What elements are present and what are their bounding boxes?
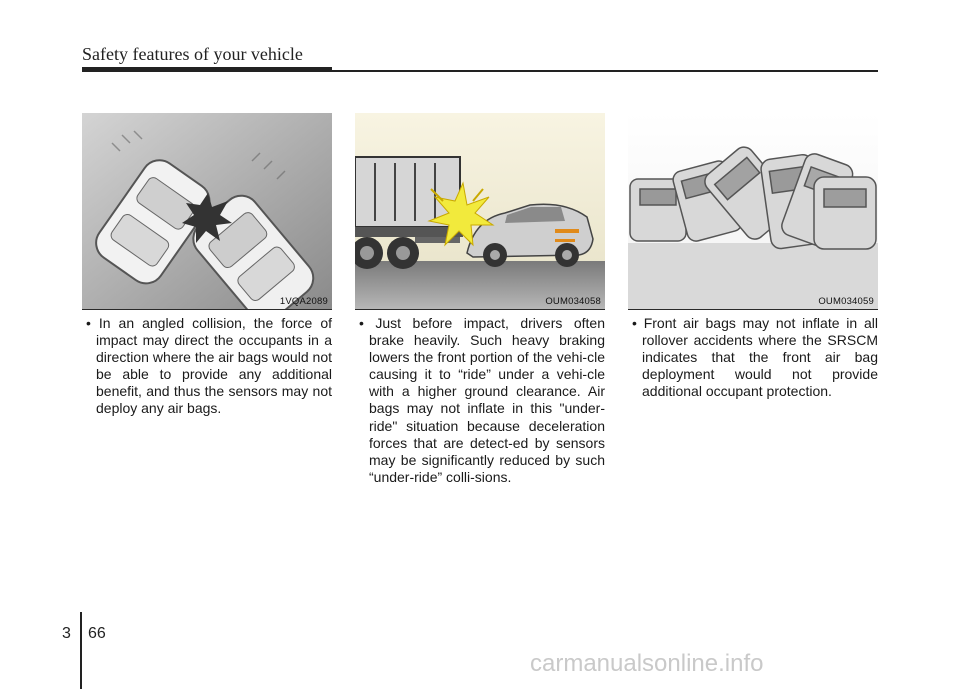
column-text-under-ride xyxy=(355,315,605,486)
figure-code: OUM034058 xyxy=(545,296,601,307)
angled-collision-illustration xyxy=(82,113,332,310)
watermark-text: carmanualsonline.info xyxy=(530,650,764,677)
rollover-illustration xyxy=(628,113,878,310)
bullet-paragraph: • Just before impact, drivers often brake heavily. Such heavy braking lowers the front portion of the vehi-cle causing it to “ride” under a vehi-cle with a higher ground clearance. Air bags may not inflate in this "under-ride" situation because deceleration forces that are detect-ed by sensors may be significantly reduced by such “under-ride” colli-sions. xyxy=(359,315,605,485)
column-text-rollover xyxy=(628,315,878,400)
column-text-angled-collision xyxy=(82,315,332,418)
figure-caption-rule xyxy=(82,309,332,311)
figure-rollover xyxy=(628,113,878,310)
figure-code: 1VQA2089 xyxy=(279,296,328,307)
section-title: Safety features of your vehicle xyxy=(82,44,303,64)
bullet-paragraph: • Front air bags may not inflate in all rollover accidents where the SRSCM indicates that the front air bag deployment would not provide additional occupant protection. xyxy=(632,315,878,400)
section-number: 3 xyxy=(62,625,71,642)
page-number: 66 xyxy=(88,625,106,642)
bullet-paragraph: • In an angled collision, the force of impact may direct the occupants in a direction where the air bags would not be able to provide any additional benefit, and thus the sensors may not deploy any air bags. xyxy=(86,315,332,417)
figure-code: OUM034059 xyxy=(818,296,874,307)
footer-divider xyxy=(80,612,82,689)
figure-angled-collision xyxy=(82,113,332,310)
figure-under-ride xyxy=(355,113,605,310)
under-ride-illustration xyxy=(355,113,605,310)
header-rule xyxy=(82,70,878,72)
figure-caption-rule xyxy=(355,309,605,311)
figure-caption-rule xyxy=(628,309,878,311)
